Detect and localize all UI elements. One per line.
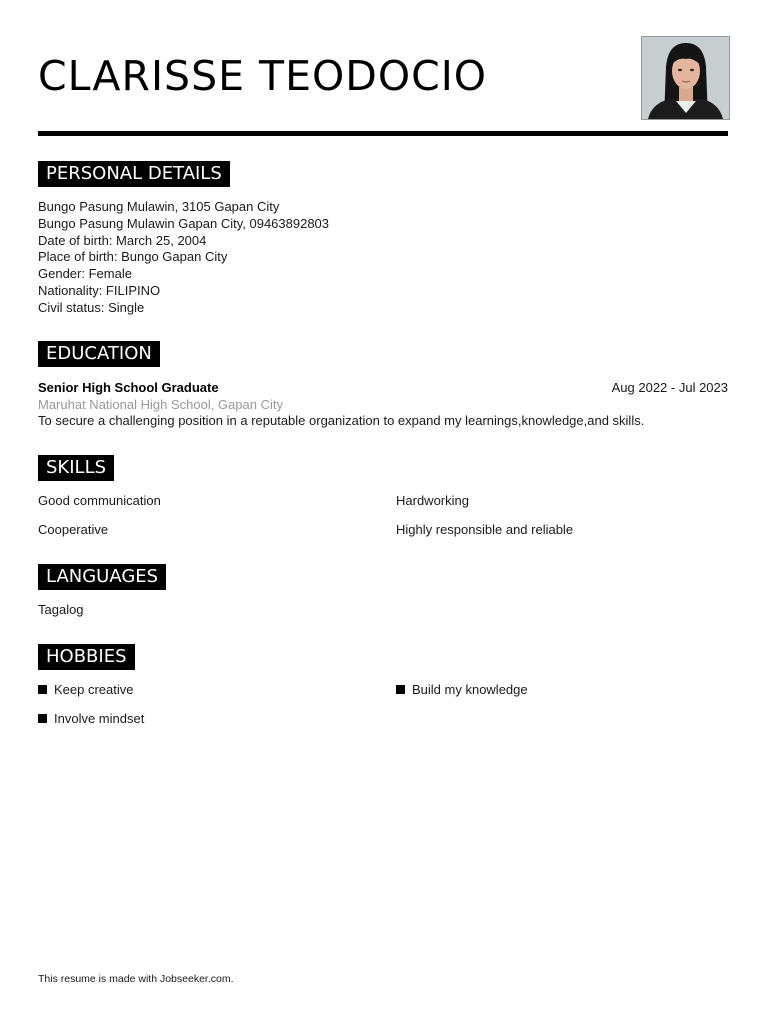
language-item: Tagalog [38, 602, 84, 617]
hobby-label: Keep creative [54, 682, 134, 697]
section-heading-skills: SKILLS [38, 455, 114, 481]
education-degree: Senior High School Graduate [38, 380, 219, 395]
skill-item: Cooperative [38, 522, 109, 537]
square-bullet-icon [38, 685, 47, 694]
address-line: Bungo Pasung Mulawin, 3105 Gapan City [38, 199, 280, 214]
hobby-label: Involve mindset [54, 711, 145, 726]
skill-item: Highly responsible and reliable [396, 522, 574, 537]
hobby-label: Build my knowledge [412, 682, 528, 697]
civil-status-line: Civil status: Single [38, 299, 145, 315]
section-heading-personal-details: PERSONAL DETAILS [38, 161, 230, 187]
education-dates: Aug 2022 - Jul 2023 [611, 380, 728, 395]
nationality-line: Nationality: FILIPINO [38, 282, 161, 298]
education-school: Maruhat National High School, Gapan City [38, 397, 283, 412]
profile-photo [641, 36, 730, 120]
hobby-item [396, 682, 528, 697]
profile-photo-image [642, 37, 729, 119]
hobby-item [38, 711, 144, 726]
date-of-birth-line: Date of birth: March 25, 2004 [38, 232, 207, 248]
skill-item: Good communication [38, 493, 161, 508]
footer-note: This resume is made with Jobseeker.com. [38, 973, 234, 985]
candidate-name: CLARISSE TEODOCIO [38, 52, 488, 100]
section-heading-languages: LANGUAGES [38, 564, 166, 590]
square-bullet-icon [38, 714, 47, 723]
address-phone-line: Bungo Pasung Mulawin Gapan City, 09463892803 [38, 215, 330, 231]
place-of-birth-line: Place of birth: Bungo Gapan City [38, 249, 228, 265]
hobby-item [38, 682, 134, 697]
personal-details-list [38, 199, 329, 317]
education-description: To secure a challenging position in a reputable organization to expand my learnings,knowledge,and skills. [38, 413, 645, 428]
section-heading-hobbies: HOBBIES [38, 644, 135, 670]
gender-line: Gender: Female [38, 266, 132, 282]
square-bullet-icon [396, 685, 405, 694]
section-heading-education: EDUCATION [38, 341, 160, 367]
header-divider [38, 131, 728, 136]
skill-item: Hardworking [396, 493, 469, 508]
